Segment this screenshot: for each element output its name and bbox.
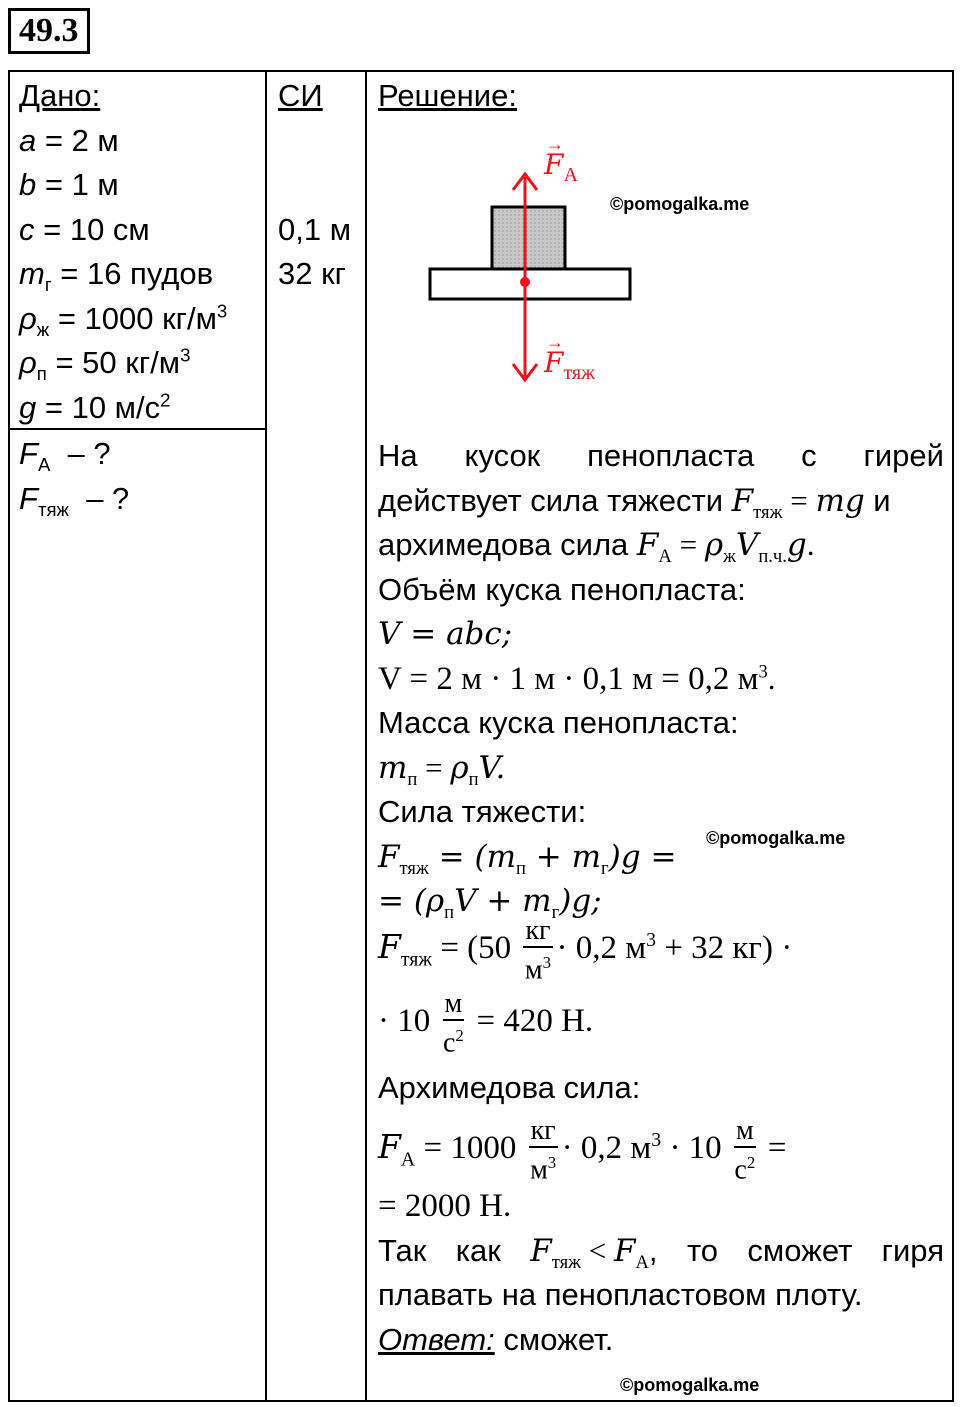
solution-column (378, 74, 944, 119)
solution-body (378, 434, 944, 924)
given-item: c = 10 см (19, 211, 150, 247)
conclusion-block (378, 1184, 944, 1362)
conclusion-line-1: Так как $F_{тяж} < F_A$, то сможет гиря (378, 1232, 944, 1273)
arch-result: = 2000 Н. (378, 1188, 512, 1224)
gravity-calc-block (378, 910, 944, 1058)
volume-calc: V = 2 м · 1 м · 0,1 м = 0,2 $м^3$. (378, 660, 776, 697)
given-item: b = 1 м (19, 167, 119, 202)
force-up-label: → $F_A$ (544, 134, 578, 186)
gravity-formula-2: = $(\rho_пV + m_г)g$; (378, 883, 602, 924)
si-value-m: 32 кг (278, 256, 346, 291)
mass-title: Масса куска пенопласта: (378, 705, 739, 740)
watermark-2: ©pomogalka.me (706, 828, 846, 848)
intro-line-3: архимедова сила $F_A = \rho_жV_{п.ч.}g$. (378, 527, 815, 568)
volume-formula: V = abc; (378, 616, 513, 652)
divider-given (265, 72, 267, 1400)
intro-line-2: действует сила тяжести $F_{тяж}$ = mg и (378, 482, 891, 523)
si-column (278, 74, 351, 297)
arch-calc: $F_A = 1000$ $\frac{кг}{м^3}$ · 0,2 $м^3 \cdot 10$ $\frac{м}{с^2}$ = (378, 1114, 787, 1186)
force-down-label: → $F_{тяж}$ (544, 332, 595, 384)
force-diagram (410, 134, 650, 402)
watermark-1: ©pomogalka.me (610, 194, 750, 214)
given-item: $\rho_п = 50$ $кг/м^3$ (19, 344, 191, 385)
find-list (19, 432, 129, 521)
given-list (19, 119, 227, 431)
gravity-formula-1: $F_{тяж} = (m_п + m_г)g$ = (378, 838, 677, 879)
foam-plate (430, 269, 630, 299)
answer-line: Ответ: сможет. (378, 1321, 614, 1357)
given-item: $\rho_ж = 1000$ $кг/м^3$ (19, 300, 228, 340)
find-item: $F_{тяж}$ – ? (19, 480, 130, 520)
given-header: Дано: (19, 78, 101, 113)
given-column (19, 74, 227, 430)
given-item: g = 10 $м/с^2$ (19, 389, 171, 425)
solution-table (8, 70, 954, 1402)
gravity-calc-2: · 10 $\frac{м}{с^2}$ = 420 Н. (378, 987, 594, 1059)
arch-title: Архимедова сила: (378, 1070, 641, 1105)
watermark-3: ©pomogalka.me (620, 1375, 760, 1395)
gravity-calc-1: $F_{тяж} = (50$ $\frac{кг}{м^3}$ · 0,2 $м^3 + 32$ кг) · (378, 914, 793, 986)
mass-formula: $m_п = \rho_пV$. (378, 749, 506, 790)
given-item: $m_г = 16$ пудов (19, 256, 214, 296)
si-header: СИ (278, 78, 323, 113)
si-value-c: 0,1 м (278, 211, 352, 247)
arch-block (378, 1066, 944, 1111)
find-item: $F_A$ – ? (19, 436, 111, 476)
weight-block (492, 207, 565, 269)
find-column (19, 432, 129, 521)
center-of-mass-point (520, 277, 530, 287)
intro-line-1: На кусок пенопласта с гирей (378, 438, 944, 473)
volume-title: Объём куска пенопласта: (378, 571, 746, 607)
gravity-title: Сила тяжести: (378, 794, 587, 829)
arch-calc-block (378, 1110, 944, 1184)
divider-si (365, 72, 367, 1400)
solution-header: Решение: (378, 78, 517, 113)
problem-number: 49.3 (8, 8, 90, 54)
given-item: a = 2 м (19, 122, 119, 158)
conclusion-line-2: плавать на пенопластовом плоту. (378, 1277, 863, 1312)
